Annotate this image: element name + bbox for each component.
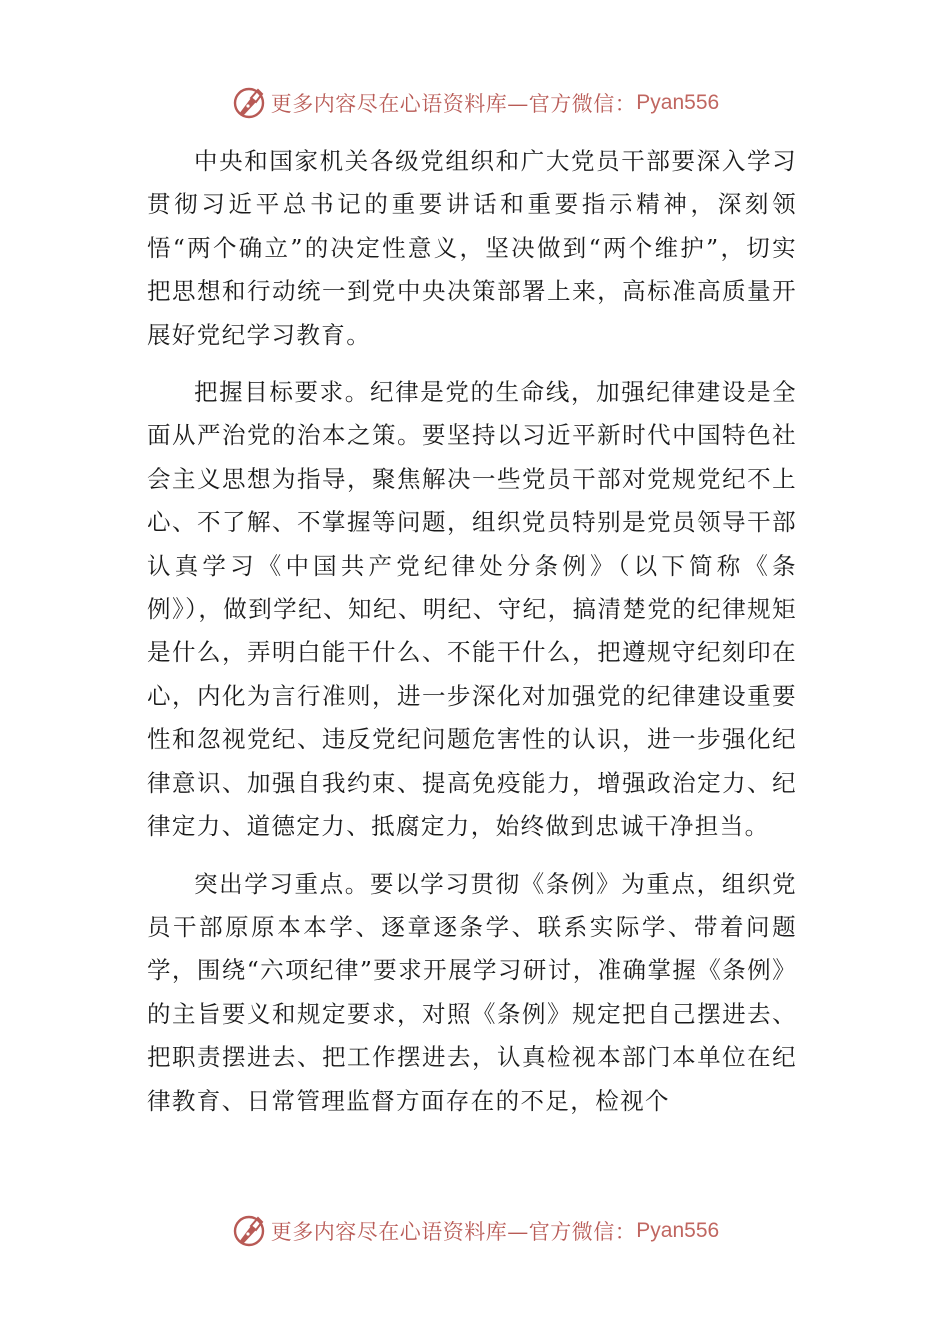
banner-wechat-id: Pyan556 — [636, 91, 720, 114]
paragraph-intro: 中央和国家机关各级党组织和广大党员干部要深入学习贯彻习近平总书记的重要讲话和重要指示精神，深刻领悟“两个确立”的决定性意义，坚决做到“两个维护”，切实把思想和行动统一到党中央决策部署上来，高标准高质量开展好党纪学习教育。 — [147, 147, 797, 349]
paragraph-goals: 把握目标要求。纪律是党的生命线，加强纪律建设是全面从严治党的治本之策。要坚持以习近平新时代中国特色社会主义思想为指导，聚焦解决一些党员干部对党规党纪不上心、不了解、不掌握等问题，组织党员特别是党员领导干部认真学习《中国共产党纪律处分条例》（以下简称《条例》），做到学纪、知纪、明纪、守纪，搞清楚党的纪律规矩是什么，弄明白能干什么、不能干什么，把遵规守纪刻印在心，内化为言行准则，进一步深化对加强党的纪律建设重要性和忽视党纪、违反党纪问题危害性的认识，进一步强化纪律意识、加强自我约束、提高免疫能力，增强政治定力、纪律定力、道德定力、抵腐定力，始终做到忠诚干净担当。 — [147, 378, 797, 841]
banner-text: 更多内容尽在心语资料库—官方微信： — [270, 1220, 637, 1244]
banner-wechat-id: Pyan556 — [636, 1219, 720, 1242]
document-body — [147, 140, 797, 1137]
header-banner — [0, 83, 950, 123]
pen-nib-logo-icon — [231, 1213, 267, 1249]
footer-banner — [0, 1211, 950, 1251]
paragraph-focus: 突出学习重点。要以学习贯彻《条例》为重点，组织党员干部原原本本学、逐章逐条学、联系实际学、带着问题学，围绕“六项纪律”要求开展学习研讨，准确掌握《条例》的主旨要义和规定要求，对照《条例》规定把自己摆进去、把职责摆进去、把工作摆进去，认真检视本部门本单位在纪律教育、日常管理监督方面存在的不足，检视个 — [147, 869, 797, 1115]
pen-nib-logo-icon — [231, 85, 267, 121]
banner-text: 更多内容尽在心语资料库—官方微信： — [270, 92, 637, 116]
